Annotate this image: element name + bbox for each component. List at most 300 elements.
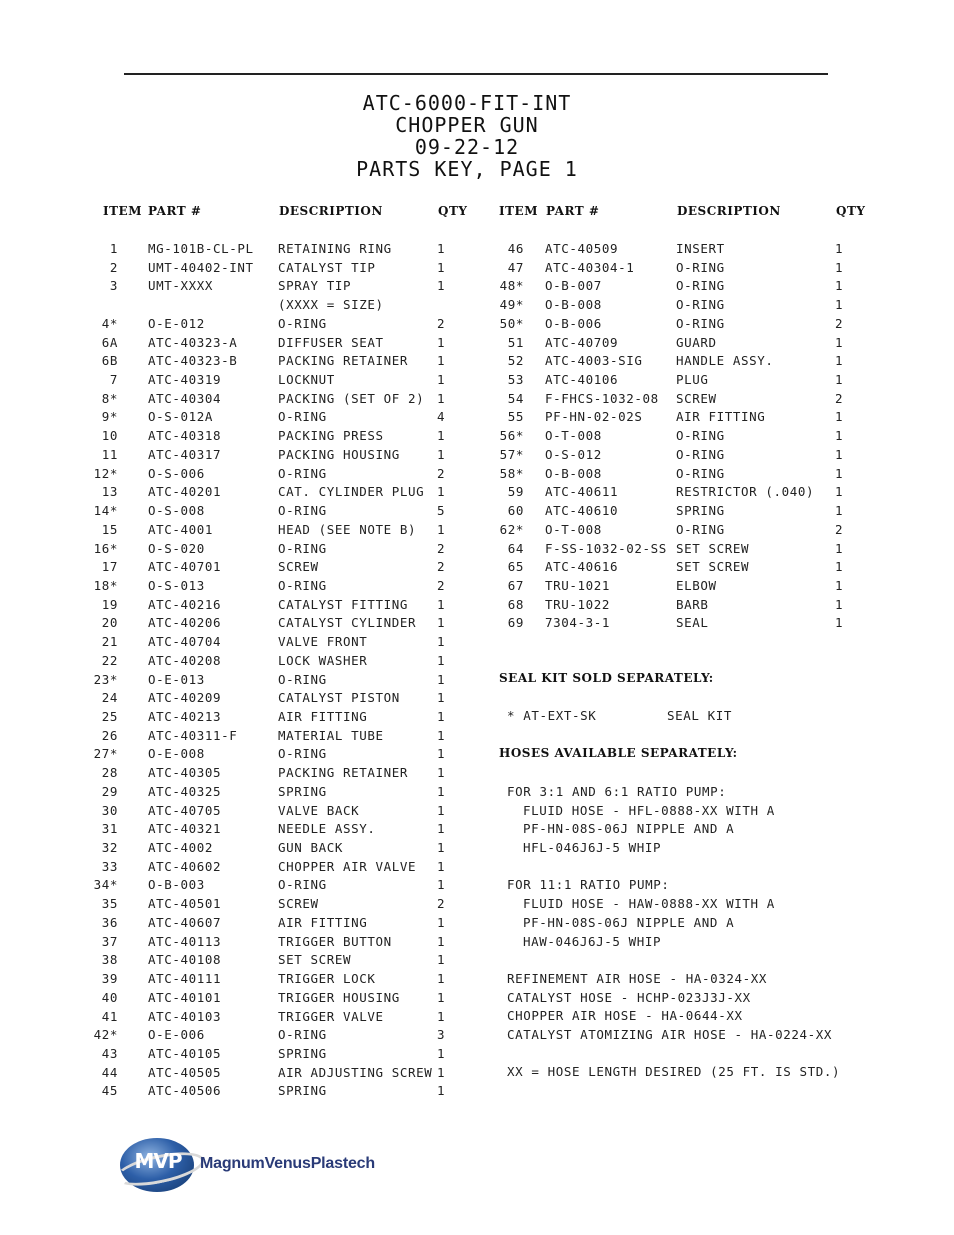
part-quantity: 2	[437, 559, 446, 575]
table-row	[0, 672, 900, 688]
part-description: LOCKNUT	[278, 372, 335, 388]
part-quantity: 4	[437, 409, 446, 425]
hose-line: CATALYST ATOMIZING AIR HOSE - HA-0224-XX	[507, 1027, 833, 1042]
part-number: ATC-40607	[148, 914, 222, 930]
part-description: O-RING	[278, 465, 327, 481]
part-number: ATC-4002	[148, 840, 214, 856]
logo-mark: MVP	[134, 1149, 182, 1173]
part-quantity: 1	[437, 671, 446, 687]
table-row	[0, 466, 900, 482]
part-description: RESTRICTOR (.040)	[676, 484, 815, 500]
part-number: ATC-40611	[545, 484, 619, 500]
part-description: CAT. CYLINDER PLUG	[278, 484, 425, 500]
part-quantity: 1	[437, 746, 446, 762]
part-description: PACKING RETAINER	[278, 765, 409, 781]
table-row	[0, 746, 900, 762]
item-number: 44	[101, 1064, 118, 1080]
part-number: ATC-40213	[148, 709, 222, 724]
part-number: ATC-40321	[148, 821, 222, 837]
table-row	[0, 484, 900, 500]
table-row	[0, 278, 900, 294]
part-quantity: 1	[437, 241, 446, 256]
item-number: 32	[101, 840, 118, 856]
part-number: MG-101B-CL-PL	[148, 241, 254, 256]
part-description: GUARD	[676, 334, 717, 350]
part-number: F-SS-1032-02-SS	[545, 540, 667, 556]
item-number: 45	[101, 1083, 118, 1099]
part-quantity: 1	[437, 484, 446, 500]
item-number: 28	[101, 765, 118, 781]
seal-kit-desc: SEAL KIT	[667, 708, 733, 723]
item-number: 25	[101, 709, 118, 724]
item-number: 62*	[499, 521, 524, 537]
part-quantity: 3	[437, 1027, 446, 1043]
part-number: ATC-40616	[545, 559, 619, 575]
part-quantity: 5	[437, 503, 446, 519]
part-number: ATC-40325	[148, 783, 222, 799]
company-logo	[118, 1135, 418, 1197]
part-quantity: 1	[437, 521, 446, 537]
part-description: AIR FITTING	[278, 709, 368, 724]
item-number: 56*	[499, 428, 524, 444]
table-row	[0, 990, 900, 1006]
part-quantity: 2	[835, 521, 844, 537]
table-row	[0, 821, 900, 837]
hose-line: HAW-046J6J-5 WHIP	[523, 934, 662, 949]
table-row	[0, 728, 900, 744]
part-quantity: 1	[437, 652, 446, 668]
hose-length-note: XX = HOSE LENGTH DESIRED (25 FT. IS STD.)	[507, 1064, 841, 1079]
part-number: ATC-40501	[148, 896, 222, 912]
part-quantity: 1	[835, 259, 844, 275]
col-desc-header: DESCRIPTION	[677, 204, 781, 218]
part-number: O-S-013	[148, 577, 205, 593]
table-row	[0, 241, 900, 257]
part-description: PLUG	[676, 372, 709, 388]
part-quantity: 1	[835, 484, 844, 500]
part-quantity: 1	[835, 297, 844, 313]
hoses-heading: HOSES AVAILABLE SEPARATELY:	[499, 746, 738, 760]
item-number: 3	[109, 278, 118, 294]
part-number: ATC-40304	[148, 390, 222, 406]
item-number: 29	[101, 783, 118, 799]
part-quantity: 1	[437, 690, 446, 706]
part-number: ATC-40216	[148, 596, 222, 612]
col-part-header: PART #	[546, 204, 600, 218]
hose-line: FOR 11:1 RATIO PUMP:	[507, 877, 670, 892]
seal-kit-part: * AT-EXT-SK	[507, 708, 597, 723]
part-number: O-S-008	[148, 503, 205, 519]
item-number: 48*	[499, 278, 524, 294]
part-number: ATC-40201	[148, 484, 222, 500]
part-number: ATC-40105	[148, 1045, 222, 1061]
item-number: 49*	[499, 297, 524, 313]
hose-line: CATALYST HOSE - HCHP-023J3J-XX	[507, 990, 751, 1005]
part-description: ELBOW	[676, 577, 717, 593]
part-description: VALVE FRONT	[278, 634, 368, 650]
part-number: O-S-012A	[148, 409, 214, 425]
part-description: NEEDLE ASSY.	[278, 821, 376, 837]
part-description: TRIGGER VALVE	[278, 1008, 384, 1024]
table-row	[0, 709, 900, 725]
part-description: O-RING	[278, 503, 327, 519]
part-number: O-E-012	[148, 315, 205, 331]
part-quantity: 1	[437, 446, 446, 462]
part-description: AIR ADJUSTING SCREW	[278, 1064, 433, 1080]
item-number: 67	[507, 577, 524, 593]
part-quantity: 1	[835, 428, 844, 444]
table-row	[0, 765, 900, 781]
part-number: ATC-40311-F	[148, 727, 238, 743]
part-description: O-RING	[676, 297, 725, 313]
item-number: 57*	[499, 446, 524, 462]
logo-company-name: MagnumVenusPlastech	[200, 1155, 375, 1172]
item-number: 13	[101, 484, 118, 500]
part-quantity: 1	[437, 634, 446, 650]
hose-line: PF-HN-08S-06J NIPPLE AND A	[523, 915, 735, 930]
part-description: SPRING	[278, 783, 327, 799]
part-description: SET SCREW	[676, 540, 750, 556]
part-number: O-E-006	[148, 1027, 205, 1043]
item-number: 42*	[93, 1027, 118, 1043]
part-number: ATC-40709	[545, 334, 619, 350]
item-number: 38	[101, 952, 118, 968]
item-number: 6B	[101, 353, 118, 369]
item-number: 46	[507, 241, 524, 256]
table-row	[0, 541, 900, 557]
item-number: 4*	[101, 315, 118, 331]
part-description: SCREW	[278, 559, 319, 575]
table-row	[0, 634, 900, 650]
item-number: 17	[101, 559, 118, 575]
part-description: RETAINING RING	[278, 241, 392, 256]
part-description: SPRAY TIP	[278, 278, 352, 294]
part-number: ATC-40323-A	[148, 334, 238, 350]
part-number: ATC-4001	[148, 521, 214, 537]
item-number: 43	[101, 1045, 118, 1061]
table-row	[0, 578, 900, 594]
part-number: ATC-40319	[148, 372, 222, 388]
hose-line: FLUID HOSE - HAW-0888-XX WITH A	[523, 896, 775, 911]
item-number: 23*	[93, 671, 118, 687]
item-number: 37	[101, 933, 118, 949]
part-quantity: 1	[437, 783, 446, 799]
part-number: ATC-40209	[148, 690, 222, 706]
part-quantity: 1	[437, 727, 446, 743]
part-number: O-E-008	[148, 746, 205, 762]
part-quantity: 1	[437, 821, 446, 837]
part-description: O-RING	[676, 446, 725, 462]
part-quantity: 1	[437, 428, 446, 444]
part-number: ATC-40305	[148, 765, 222, 781]
item-number: 34*	[93, 877, 118, 893]
seal-kit-heading: SEAL KIT SOLD SEPARATELY:	[499, 671, 714, 685]
item-number: 7	[109, 372, 118, 388]
item-number: 51	[507, 334, 524, 350]
item-number: 68	[507, 596, 524, 612]
part-description: CATALYST FITTING	[278, 596, 409, 612]
part-description: O-RING	[278, 877, 327, 893]
part-number: O-B-007	[545, 278, 602, 294]
part-number: UMT-XXXX	[148, 278, 214, 294]
part-quantity: 1	[835, 465, 844, 481]
part-number: PF-HN-02-02S	[545, 409, 643, 425]
part-number: ATC-40509	[545, 241, 619, 256]
part-description: SEAL	[676, 615, 709, 631]
item-number: 36	[101, 914, 118, 930]
part-description: TRIGGER HOUSING	[278, 989, 400, 1005]
part-number: ATC-40705	[148, 802, 222, 818]
item-number: 2	[109, 259, 118, 275]
hose-line: FLUID HOSE - HFL-0888-XX WITH A	[523, 803, 775, 818]
table-row	[0, 353, 900, 369]
part-description: GUN BACK	[278, 840, 344, 856]
part-quantity: 1	[437, 278, 446, 294]
table-row	[0, 1009, 900, 1025]
part-quantity: 1	[835, 334, 844, 350]
item-number: 40	[101, 989, 118, 1005]
part-description: SET SCREW	[676, 559, 750, 575]
item-number: 16*	[93, 540, 118, 556]
part-description: HANDLE ASSY.	[676, 353, 774, 369]
table-row	[0, 391, 900, 407]
part-number: ATC-40101	[148, 989, 222, 1005]
part-quantity: 2	[437, 577, 446, 593]
item-number: 10	[101, 428, 118, 444]
hose-line: REFINEMENT AIR HOSE - HA-0324-XX	[507, 971, 768, 986]
item-number: 65	[507, 559, 524, 575]
table-row	[0, 1046, 900, 1062]
part-number: ATC-40318	[148, 428, 222, 444]
part-quantity: 1	[835, 409, 844, 425]
table-row	[0, 559, 900, 575]
part-description: O-RING	[278, 577, 327, 593]
top-rule	[124, 73, 828, 75]
part-description: O-RING	[278, 409, 327, 425]
part-description: MATERIAL TUBE	[278, 727, 384, 743]
part-description: PACKING (SET OF 2)	[278, 390, 425, 406]
table-row	[0, 335, 900, 351]
table-row	[0, 372, 900, 388]
part-number: ATC-40108	[148, 952, 222, 968]
part-number: ATC-40317	[148, 446, 222, 462]
table-row	[0, 915, 900, 931]
right-table-header	[0, 204, 900, 220]
part-quantity: 1	[835, 372, 844, 388]
part-description: CATALYST PISTON	[278, 690, 400, 706]
part-number: ATC-40704	[148, 634, 222, 650]
part-number: UMT-40402-INT	[148, 259, 254, 275]
part-quantity: 1	[437, 1083, 446, 1099]
part-quantity: 1	[437, 596, 446, 612]
doc-title-model: ATC-6000-FIT-INT	[362, 91, 572, 115]
part-description: SPRING	[676, 503, 725, 519]
item-number: 30	[101, 802, 118, 818]
part-description: SCREW	[676, 390, 717, 406]
part-description: O-RING	[278, 540, 327, 556]
table-row	[0, 522, 900, 538]
part-description: VALVE BACK	[278, 802, 360, 818]
item-number: 9*	[101, 409, 118, 425]
item-number: 59	[507, 484, 524, 500]
part-number: O-B-008	[545, 297, 602, 313]
hose-line: CHOPPER AIR HOSE - HA-0644-XX	[507, 1008, 743, 1023]
part-quantity: 1	[437, 334, 446, 350]
part-quantity: 2	[437, 465, 446, 481]
table-row	[0, 447, 900, 463]
part-number: ATC-40304-1	[545, 259, 635, 275]
part-number: ATC-4003-SIG	[545, 353, 643, 369]
hose-line: HFL-046J6J-5 WHIP	[523, 840, 662, 855]
part-quantity: 2	[835, 390, 844, 406]
part-quantity: 1	[437, 1064, 446, 1080]
item-number: 69	[507, 615, 524, 631]
hose-line: PF-HN-08S-06J NIPPLE AND A	[523, 821, 735, 836]
table-row	[0, 877, 900, 893]
part-quantity: 1	[437, 709, 446, 724]
part-description: PACKING RETAINER	[278, 353, 409, 369]
item-number: 1	[109, 241, 118, 256]
part-description: PACKING PRESS	[278, 428, 384, 444]
part-number: ATC-40208	[148, 652, 222, 668]
item-number: 22	[101, 652, 118, 668]
item-number: 20	[101, 615, 118, 631]
part-number: TRU-1022	[545, 596, 611, 612]
part-number: O-E-013	[148, 671, 205, 687]
part-number: O-S-012	[545, 446, 602, 462]
part-quantity: 1	[437, 952, 446, 968]
part-quantity: 1	[437, 372, 446, 388]
part-number: ATC-40610	[545, 503, 619, 519]
table-row	[0, 784, 900, 800]
table-row	[0, 653, 900, 669]
item-number: 11	[101, 446, 118, 462]
col-desc-header: DESCRIPTION	[279, 204, 383, 218]
table-row	[0, 428, 900, 444]
col-qty-header: QTY	[836, 204, 866, 218]
table-row	[0, 409, 900, 425]
part-quantity: 2	[437, 896, 446, 912]
part-quantity: 1	[437, 971, 446, 987]
doc-title-product: CHOPPER GUN	[395, 113, 539, 137]
item-number: 6A	[101, 334, 118, 350]
part-number: O-B-006	[545, 315, 602, 331]
part-description: TRIGGER LOCK	[278, 971, 376, 987]
table-row	[0, 260, 900, 276]
item-number: 15	[101, 521, 118, 537]
item-number: 52	[507, 353, 524, 369]
part-quantity: 1	[835, 615, 844, 631]
item-number: 18*	[93, 577, 118, 593]
part-number: ATC-40206	[148, 615, 222, 631]
item-number: 53	[507, 372, 524, 388]
part-description: DIFFUSER SEAT	[278, 334, 384, 350]
part-quantity: 1	[437, 933, 446, 949]
part-quantity: 1	[835, 540, 844, 556]
part-description: INSERT	[676, 241, 725, 256]
part-description: PACKING HOUSING	[278, 446, 400, 462]
table-row	[0, 952, 900, 968]
part-description: O-RING	[278, 746, 327, 762]
part-quantity: 1	[835, 503, 844, 519]
item-number: 19	[101, 596, 118, 612]
part-description: CATALYST CYLINDER	[278, 615, 417, 631]
part-number: ATC-40505	[148, 1064, 222, 1080]
item-number: 27*	[93, 746, 118, 762]
part-number: O-S-006	[148, 465, 205, 481]
part-description: O-RING	[676, 315, 725, 331]
part-number: TRU-1021	[545, 577, 611, 593]
table-row	[0, 297, 900, 313]
item-number: 64	[507, 540, 524, 556]
part-number: O-S-020	[148, 540, 205, 556]
item-number: 35	[101, 896, 118, 912]
part-number: O-T-008	[545, 428, 602, 444]
part-description: O-RING	[676, 278, 725, 294]
part-description: SPRING	[278, 1083, 327, 1099]
item-number: 60	[507, 503, 524, 519]
part-description: O-RING	[676, 428, 725, 444]
item-number: 21	[101, 634, 118, 650]
item-number: 55	[507, 409, 524, 425]
part-number: O-B-003	[148, 877, 205, 893]
item-number: 58*	[499, 465, 524, 481]
part-number: F-FHCS-1032-08	[545, 390, 659, 406]
part-number: O-T-008	[545, 521, 602, 537]
part-quantity: 1	[437, 390, 446, 406]
part-description: HEAD (SEE NOTE B)	[278, 521, 417, 537]
part-description: AIR FITTING	[676, 409, 766, 425]
table-row	[0, 503, 900, 519]
part-description: SCREW	[278, 896, 319, 912]
item-number: 14*	[93, 503, 118, 519]
item-number: 54	[507, 390, 524, 406]
hose-line: FOR 3:1 AND 6:1 RATIO PUMP:	[507, 784, 727, 799]
table-row	[0, 1083, 900, 1099]
part-description: SET SCREW	[278, 952, 352, 968]
doc-title-date: 09-22-12	[414, 135, 520, 159]
part-description: O-RING	[676, 521, 725, 537]
part-quantity: 1	[437, 858, 446, 874]
item-number: 31	[101, 821, 118, 837]
part-quantity: 1	[437, 353, 446, 369]
part-quantity: 1	[835, 596, 844, 612]
table-row	[0, 934, 900, 950]
part-description: CATALYST TIP	[278, 259, 376, 275]
part-number: ATC-40602	[148, 858, 222, 874]
table-row	[0, 859, 900, 875]
part-number: ATC-40113	[148, 933, 222, 949]
part-quantity: 1	[437, 615, 446, 631]
part-quantity: 1	[835, 577, 844, 593]
part-quantity: 1	[835, 241, 844, 256]
part-number: 7304-3-1	[545, 615, 611, 631]
part-quantity: 1	[437, 914, 446, 930]
part-quantity: 1	[835, 278, 844, 294]
table-row	[0, 615, 900, 631]
part-number: ATC-40701	[148, 559, 222, 575]
item-number: 26	[101, 727, 118, 743]
part-quantity: 1	[437, 1045, 446, 1061]
part-description: TRIGGER BUTTON	[278, 933, 392, 949]
table-row	[0, 597, 900, 613]
part-number: O-B-008	[545, 465, 602, 481]
part-description: O-RING	[278, 1027, 327, 1043]
item-number: 47	[507, 259, 524, 275]
part-description: O-RING	[676, 465, 725, 481]
item-number: 33	[101, 858, 118, 874]
item-number: 12*	[93, 465, 118, 481]
